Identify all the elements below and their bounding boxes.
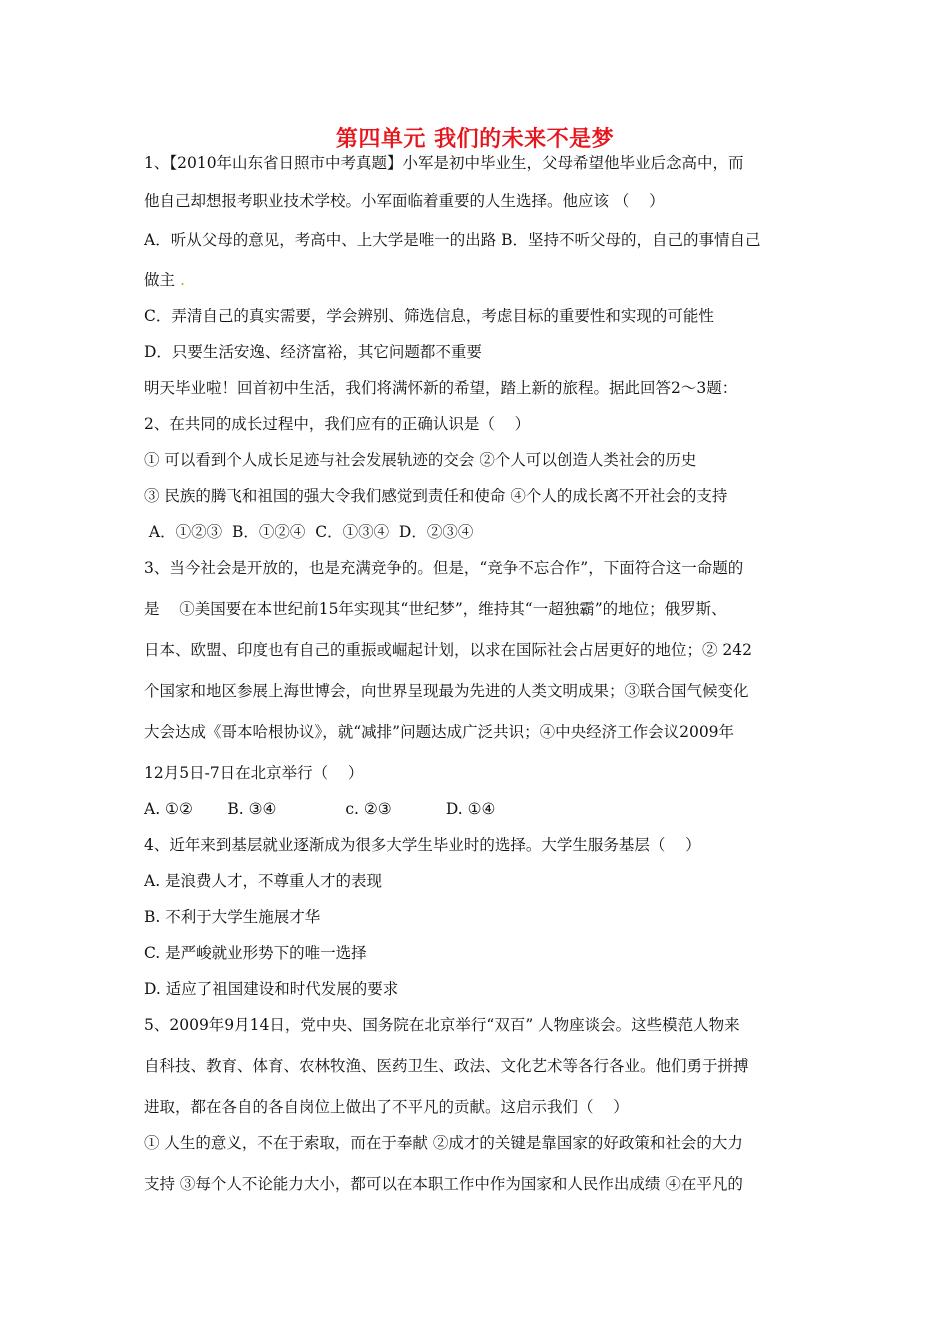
text-line: 大会达成《哥本哈根协议》，就“减排”问题达成广泛共识；④中央经济工作会议2009年 <box>144 723 735 741</box>
text-line: ① 可以看到个人成长足迹与社会发展轨迹的交会 ②个人可以创造人类社会的历史 <box>144 451 697 469</box>
text-line: D. 适应了祖国建设和时代发展的要求 <box>144 980 399 998</box>
text-line: 5、2009年9月14日，党中央、国务院在北京举行“双百” 人物座谈会。这些模范人物来 <box>144 1016 740 1034</box>
text-line: 2、在共同的成长过程中，我们应有的正确认识是（ ） <box>144 415 531 433</box>
text-line: A. 是浪费人才，不尊重人才的表现 <box>144 872 383 890</box>
text-line: 进取，都在各自的各自岗位上做出了不平凡的贡献。这启示我们（ ） <box>144 1098 629 1116</box>
dot-mark: . <box>179 271 185 289</box>
text-line: 12月5日-7日在北京举行（ ） <box>144 764 364 782</box>
text-line: 1、【2010年山东省日照市中考真题】小军是初中毕业生，父母希望他毕业后念高中，而 <box>144 154 744 172</box>
text-line-content: 做主 <box>144 271 176 289</box>
text-line: A. ①② B. ③④ c. ②③ D. ①④ <box>144 800 496 818</box>
text-line: 日本、欧盟、印度也有自己的重振或崛起计划，以求在国际社会占居更好的地位；② 242 <box>144 641 753 659</box>
text-line: 是 ①美国要在本世纪前15年实现其“世纪梦”，维持其“一超独霸”的地位；俄罗斯、 <box>144 600 727 618</box>
text-line: ① 人生的意义，不在于索取，而在于奉献 ②成才的关键是靠国家的好政策和社会的大力 <box>144 1134 743 1152</box>
text-line: C．弄清自己的真实需要，学会辨别、筛选信息，考虑目标的重要性和实现的可能性 <box>144 307 714 325</box>
text-line: ③ 民族的腾飞和祖国的强大令我们感觉到责任和使命 ④个人的成长离不开社会的支持 <box>144 487 728 505</box>
text-line: C. 是严峻就业形势下的唯一选择 <box>144 944 367 962</box>
text-line: 4、近年来到基层就业逐渐成为很多大学生毕业时的选择。大学生服务基层（ ） <box>144 836 701 854</box>
page-title: 第四单元 我们的未来不是梦 <box>335 127 615 152</box>
text-line: 明天毕业啦！回首初中生活，我们将满怀新的希望，踏上新的旅程。据此回答2～3题： <box>144 379 738 397</box>
text-line: 支持 ③每个人不论能力大小，都可以在本职工作中作为国家和人民作出成绩 ④在平凡的 <box>144 1175 743 1193</box>
text-line: 3、当今社会是开放的，也是充满竞争的。但是，“竞争不忘合作”，下面符合这一命题的 <box>144 559 744 577</box>
text-line: D．只要生活安逸、经济富裕，其它问题都不重要 <box>144 343 482 361</box>
text-line: 自科技、教育、体育、农林牧渔、医药卫生、政法、文化艺术等各行各业。他们勇于拼搏 <box>144 1057 749 1075</box>
text-line: 个国家和地区参展上海世博会，向世界呈现最为先进的人类文明成果；③联合国气候变化 <box>144 682 749 700</box>
text-line: A．听从父母的意见，考高中、上大学是唯一的出路 B．坚持不听父母的，自己的事情自己 <box>144 231 761 249</box>
text-line: 他自己却想报考职业技术学校。小军面临着重要的人生选择。他应该 （ ） <box>144 192 665 210</box>
text-line: B. 不利于大学生施展才华 <box>144 908 321 926</box>
text-line: A．①②③ B．①②④ C．①③④ D．②③④ <box>144 523 474 541</box>
text-line <box>144 269 185 291</box>
